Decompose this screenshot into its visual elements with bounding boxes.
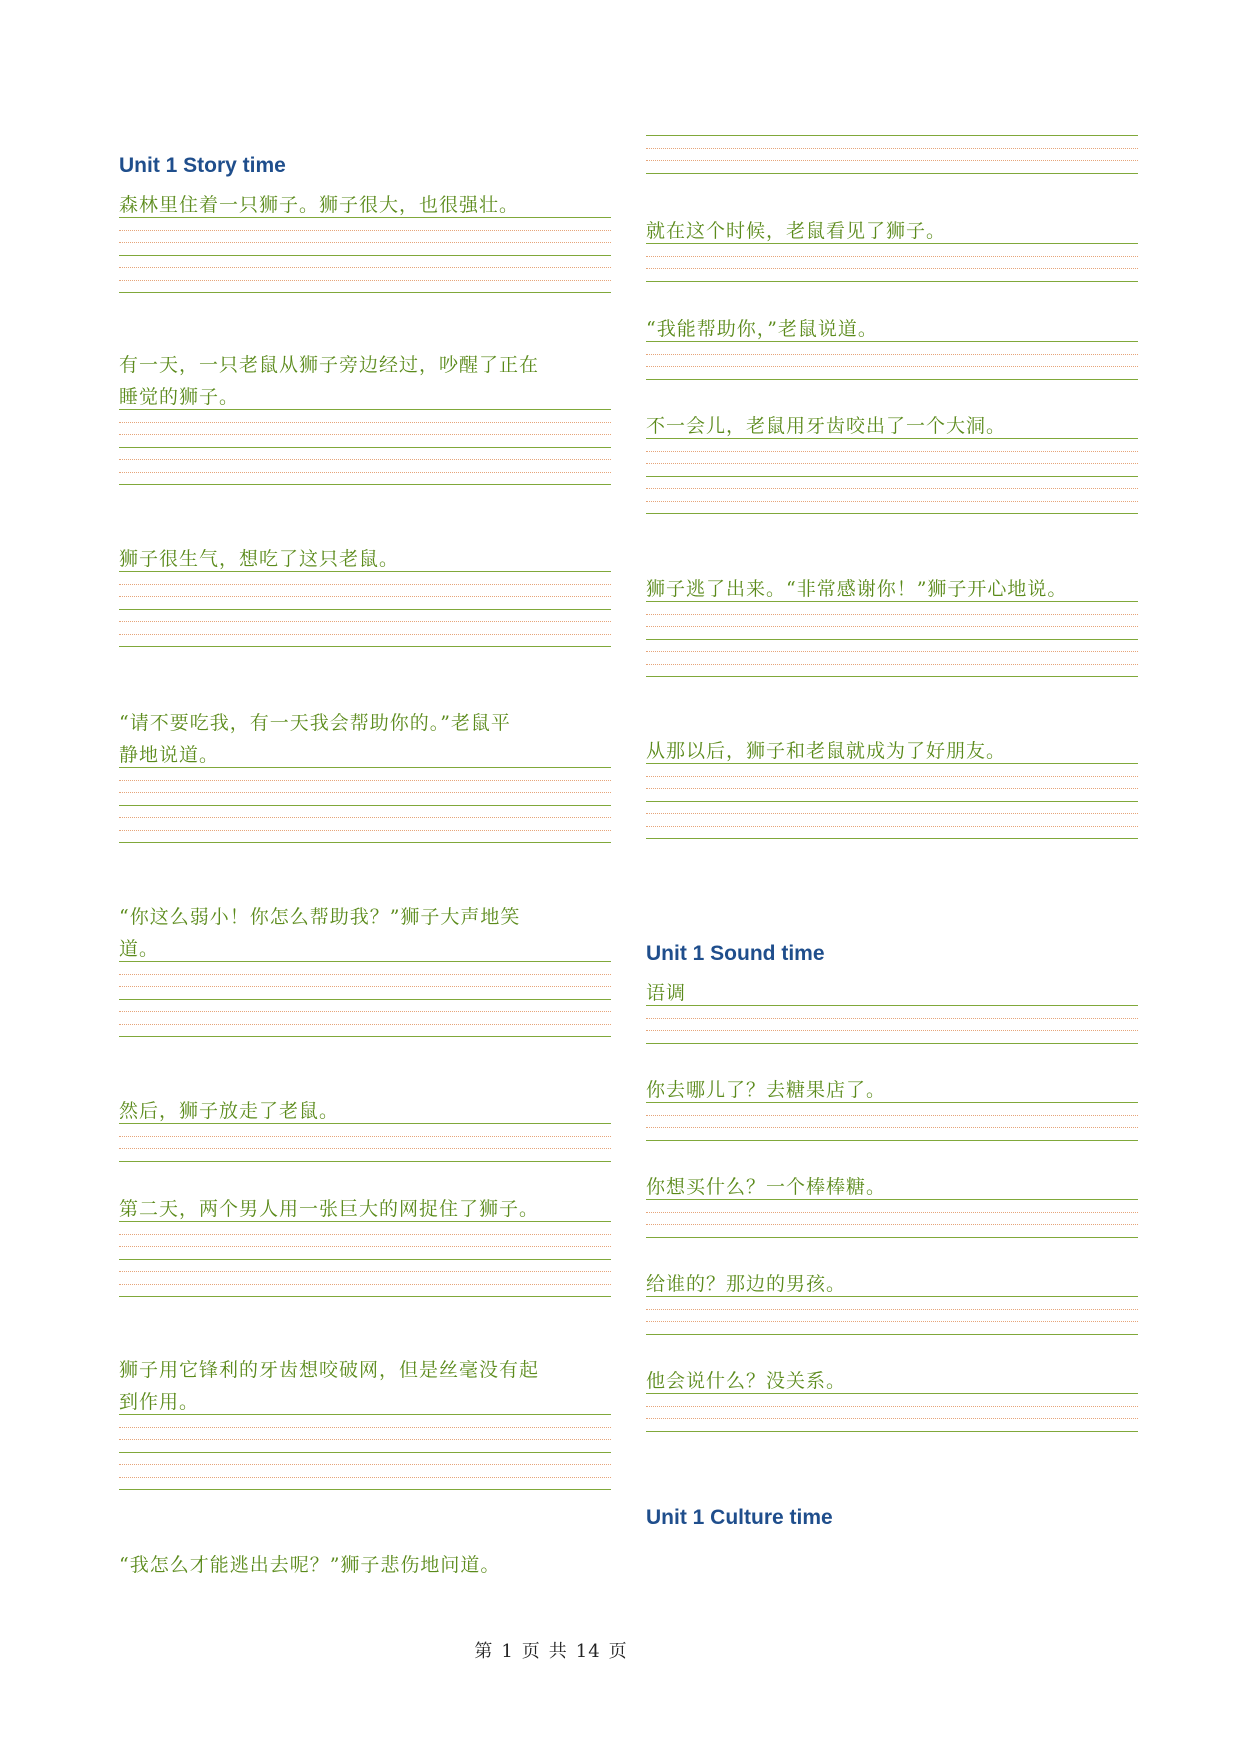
guide-line-dotted [646, 160, 1138, 161]
paragraph-line: 你去哪儿了？去糖果店了。 [646, 1079, 887, 1101]
guide-line-dotted [646, 1406, 1138, 1407]
guide-line-solid [646, 1005, 1138, 1006]
guide-line-dotted [119, 472, 611, 473]
guide-line-solid [646, 763, 1138, 764]
guide-line-solid [119, 1296, 611, 1297]
paragraph-line: 给谁的？那边的男孩。 [646, 1273, 847, 1295]
paragraph-line: 你想买什么？一个棒棒糖。 [646, 1176, 887, 1198]
paragraph-text [119, 707, 611, 771]
guide-line-solid [646, 1043, 1138, 1044]
guide-line-dotted [119, 434, 611, 435]
guide-line-solid [119, 1123, 611, 1124]
guide-line-solid [119, 646, 611, 647]
guide-line-solid [646, 838, 1138, 839]
guide-line-solid [119, 1259, 611, 1260]
paragraph [119, 1354, 611, 1493]
guide-line-solid [119, 805, 611, 806]
paragraph-text [119, 1354, 611, 1418]
guide-line-dotted [119, 1011, 611, 1012]
guide-line-dotted [646, 788, 1138, 789]
guide-lines-top [646, 135, 1138, 177]
paragraph-line: “我能帮助你，”老鼠说道。 [646, 318, 878, 340]
guide-line-dotted [646, 366, 1138, 367]
writing-guide-lines [119, 409, 611, 488]
writing-guide-lines [646, 438, 1138, 517]
guide-line-solid [646, 1334, 1138, 1335]
writing-guide-lines [646, 763, 1138, 842]
guide-line-dotted [646, 268, 1138, 269]
paragraph-line: 道。 [119, 938, 160, 960]
guide-line-dotted [119, 242, 611, 243]
guide-line-dotted [119, 830, 611, 831]
guide-line-dotted [646, 1030, 1138, 1031]
guide-line-solid [646, 1431, 1138, 1432]
total-pages-number: 14 [575, 1641, 601, 1662]
guide-line-dotted [646, 826, 1138, 827]
guide-line-dotted [646, 488, 1138, 489]
guide-line-solid [646, 601, 1138, 602]
guide-line-solid [646, 1296, 1138, 1297]
guide-line-dotted [646, 501, 1138, 502]
guide-line-solid [119, 609, 611, 610]
paragraph-line: 语调 [646, 982, 687, 1004]
guide-line-solid [119, 1036, 611, 1037]
guide-line-dotted [119, 621, 611, 622]
guide-line-solid [119, 1161, 611, 1162]
guide-line-solid [646, 1393, 1138, 1394]
current-page-number: 1 [501, 1641, 514, 1662]
paragraph [119, 707, 611, 846]
guide-line-dotted [119, 974, 611, 975]
section-heading-culture: Unit 1 Culture time [646, 1506, 833, 1529]
writing-guide-lines [119, 767, 611, 846]
guide-line-solid [646, 676, 1138, 677]
guide-line-dotted [119, 1024, 611, 1025]
guide-line-dotted [119, 1464, 611, 1465]
guide-line-solid [646, 438, 1138, 439]
guide-line-dotted [646, 1309, 1138, 1310]
guide-line-dotted [119, 1148, 611, 1149]
guide-line-dotted [119, 1477, 611, 1478]
guide-line-dotted [119, 459, 611, 460]
guide-line-dotted [119, 1246, 611, 1247]
guide-line-dotted [646, 256, 1138, 257]
paragraph [646, 1268, 1138, 1338]
guide-line-solid [119, 292, 611, 293]
guide-line-dotted [119, 1271, 611, 1272]
guide-line-dotted [646, 1321, 1138, 1322]
guide-line-dotted [119, 817, 611, 818]
guide-line-dotted [119, 267, 611, 268]
writing-guide-lines [646, 1005, 1138, 1047]
guide-line-solid [119, 999, 611, 1000]
guide-line-solid [646, 801, 1138, 802]
paragraph-line: 第二天，两个男人用一张巨大的网捉住了狮子。 [119, 1198, 540, 1220]
guide-line-dotted [119, 1284, 611, 1285]
guide-line-solid [646, 1237, 1138, 1238]
guide-line-solid [646, 513, 1138, 514]
paragraph [646, 1365, 1138, 1435]
paragraph [119, 543, 611, 650]
paragraph-line: “请不要吃我，有一天我会帮助你的。”老鼠平 [119, 712, 511, 734]
guide-line-solid [119, 961, 611, 962]
paragraph [646, 573, 1138, 680]
writing-guide-lines [646, 341, 1138, 383]
guide-line-solid [119, 767, 611, 768]
paragraph-line: 有一天，一只老鼠从狮子旁边经过，吵醒了正在 [119, 354, 540, 376]
guide-line-solid [119, 1489, 611, 1490]
writing-guide-lines [119, 571, 611, 650]
footer-word: 页 [608, 1641, 628, 1662]
guide-line-dotted [119, 422, 611, 423]
guide-line-dotted [646, 1212, 1138, 1213]
guide-line-solid [646, 379, 1138, 380]
guide-line-dotted [646, 148, 1138, 149]
writing-guide-lines [646, 601, 1138, 680]
guide-line-solid [646, 1140, 1138, 1141]
guide-line-dotted [646, 626, 1138, 627]
guide-line-solid [119, 484, 611, 485]
guide-line-dotted [646, 451, 1138, 452]
section-heading-story: Unit 1 Story time [119, 154, 286, 177]
guide-line-solid [119, 1452, 611, 1453]
paragraph [646, 1171, 1138, 1241]
guide-line-solid [119, 447, 611, 448]
guide-line-dotted [119, 596, 611, 597]
guide-line-solid [646, 1102, 1138, 1103]
writing-guide-lines [119, 217, 611, 296]
paragraph-line: 不一会儿，老鼠用牙齿咬出了一个大洞。 [646, 415, 1007, 437]
page-footer [0, 1637, 1102, 1663]
guide-line-dotted [119, 1439, 611, 1440]
guide-line-solid [646, 476, 1138, 477]
guide-line-dotted [646, 1224, 1138, 1225]
paragraph [119, 1193, 611, 1300]
guide-line-solid [119, 842, 611, 843]
writing-guide-lines [119, 1123, 611, 1165]
paragraph-text [119, 1549, 611, 1581]
paragraph-line: 他会说什么？没关系。 [646, 1370, 847, 1392]
guide-line-solid [119, 1414, 611, 1415]
paragraph-line: “你这么弱小！你怎么帮助我？”狮子大声地笑 [119, 906, 521, 928]
paragraph-line: 就在这个时候，老鼠看见了狮子。 [646, 220, 947, 242]
guide-line-dotted [119, 584, 611, 585]
guide-line-solid [646, 173, 1138, 174]
guide-line-solid [119, 1221, 611, 1222]
writing-guide-lines [119, 1221, 611, 1300]
writing-guide-lines [646, 1296, 1138, 1338]
paragraph [646, 215, 1138, 285]
guide-line-dotted [646, 614, 1138, 615]
guide-line-solid [646, 639, 1138, 640]
guide-line-solid [646, 1199, 1138, 1200]
guide-line-dotted [646, 651, 1138, 652]
guide-line-dotted [119, 634, 611, 635]
paragraph-text [119, 901, 611, 965]
writing-guide-lines [119, 1414, 611, 1493]
paragraph-line: 到作用。 [119, 1391, 200, 1413]
guide-line-solid [119, 255, 611, 256]
paragraph-line: 从那以后，狮子和老鼠就成为了好朋友。 [646, 740, 1007, 762]
writing-guide-lines [646, 135, 1138, 177]
guide-line-dotted [646, 664, 1138, 665]
guide-line-dotted [119, 1427, 611, 1428]
guide-line-dotted [646, 463, 1138, 464]
guide-line-solid [119, 409, 611, 410]
paragraph-line: 狮子很生气，想吃了这只老鼠。 [119, 548, 400, 570]
paragraph [119, 1549, 611, 1581]
footer-word: 共 [548, 1641, 568, 1662]
guide-line-dotted [119, 986, 611, 987]
guide-line-dotted [646, 1018, 1138, 1019]
guide-line-dotted [646, 1127, 1138, 1128]
writing-guide-lines [646, 1199, 1138, 1241]
paragraph-line: 狮子逃了出来。“非常感谢你！”狮子开心地说。 [646, 578, 1068, 600]
paragraph [646, 410, 1138, 517]
writing-guide-lines [646, 1393, 1138, 1435]
guide-line-dotted [119, 280, 611, 281]
footer-word: 第 [474, 1641, 494, 1662]
paragraph-text [119, 349, 611, 413]
writing-guide-lines [646, 1102, 1138, 1144]
paragraph-line: 睡觉的狮子。 [119, 386, 240, 408]
paragraph [119, 189, 611, 296]
guide-line-dotted [119, 230, 611, 231]
guide-line-dotted [119, 1234, 611, 1235]
paragraph-line: 静地说道。 [119, 744, 220, 766]
paragraph-line: 森林里住着一只狮子。狮子很大，也很强壮。 [119, 194, 520, 216]
guide-line-dotted [646, 776, 1138, 777]
paragraph [119, 349, 611, 488]
guide-line-solid [646, 281, 1138, 282]
guide-line-solid [119, 571, 611, 572]
guide-line-dotted [646, 1115, 1138, 1116]
paragraph [646, 313, 1138, 383]
paragraph [646, 977, 1138, 1047]
guide-line-dotted [119, 780, 611, 781]
paragraph-line: 狮子用它锋利的牙齿想咬破网，但是丝毫没有起 [119, 1359, 540, 1381]
guide-line-solid [119, 217, 611, 218]
paragraph-line: “我怎么才能逃出去呢？”狮子悲伤地问道。 [119, 1554, 501, 1576]
guide-line-dotted [646, 1418, 1138, 1419]
paragraph [119, 901, 611, 1040]
guide-line-dotted [119, 792, 611, 793]
paragraph [646, 1074, 1138, 1144]
guide-line-dotted [646, 354, 1138, 355]
paragraph [646, 735, 1138, 842]
paragraph [119, 1095, 611, 1165]
paragraph-line: 然后，狮子放走了老鼠。 [119, 1100, 340, 1122]
guide-line-solid [646, 243, 1138, 244]
footer-word: 页 [521, 1641, 541, 1662]
guide-line-dotted [646, 813, 1138, 814]
writing-guide-lines [646, 243, 1138, 285]
guide-line-solid [646, 135, 1138, 136]
writing-guide-lines [119, 961, 611, 1040]
section-heading-sound: Unit 1 Sound time [646, 942, 825, 965]
guide-line-solid [646, 341, 1138, 342]
guide-line-dotted [119, 1136, 611, 1137]
